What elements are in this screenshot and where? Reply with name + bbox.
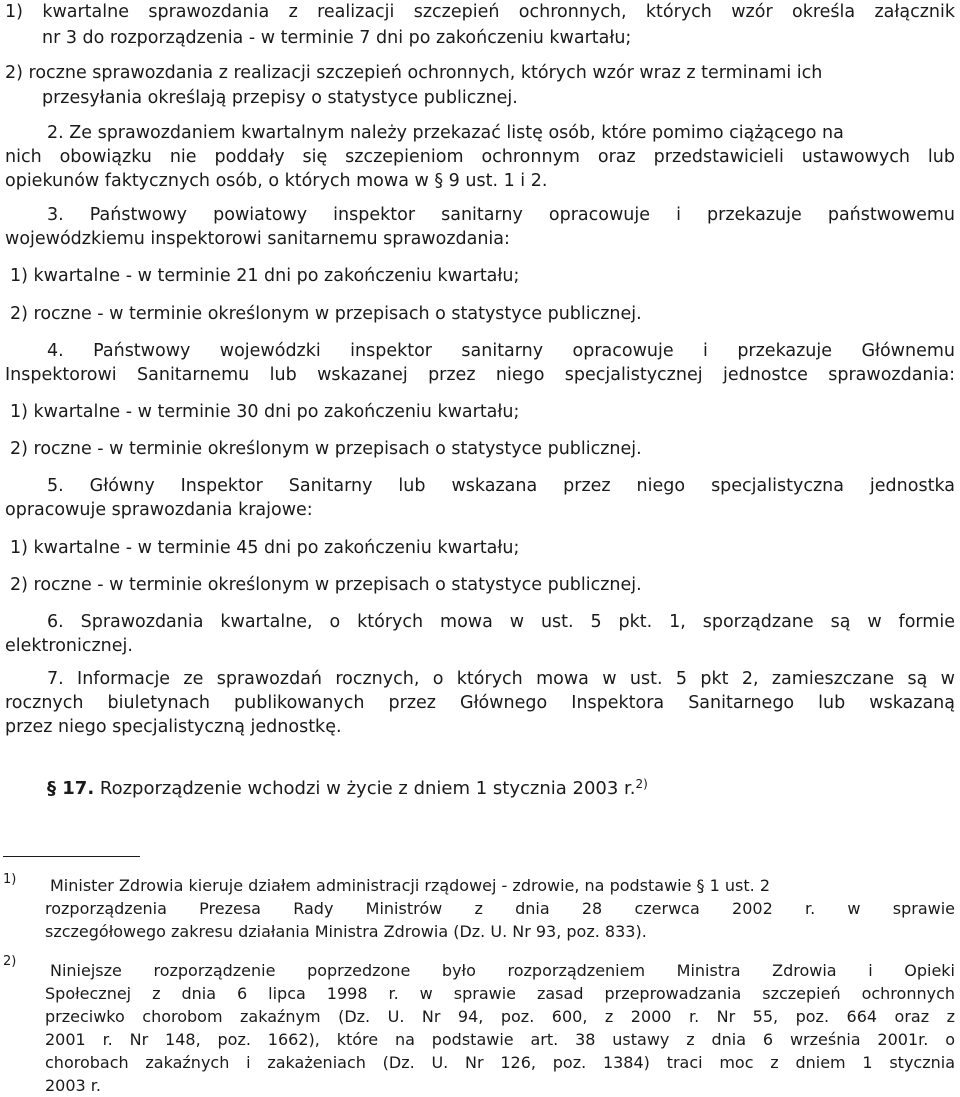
text-line: 2) roczne - w terminie określonym w przepisach o statystyce publicznej. [10,439,642,459]
text-line: Inspektorowi Sanitarnemu lub wskazanej przez niego specjalistycznej jednostce sprawozdania: [5,365,955,385]
section-17 [47,778,648,800]
footnote-1-marker: 1) [3,872,17,887]
footnote-text: przeciwko chorobom zakaźnym (Dz. U. Nr 94, poz. 600, z 2000 r. Nr 55, poz. 664 oraz z [45,1007,955,1026]
text-line: 1) kwartalne - w terminie 21 dni po zakończeniu kwartału; [10,266,520,286]
text-line: 1) kwartalne - w terminie 30 dni po zakończeniu kwartału; [10,402,520,422]
text-line: 7. Informacje ze sprawozdań rocznych, o których mowa w ust. 5 pkt 2, zamieszczane są w [47,669,955,689]
text-line: opracowuje sprawozdania krajowe: [5,500,313,520]
text-line: 2) roczne sprawozdania z realizacji szczepień ochronnych, których wzór wraz z terminami ich [5,63,823,83]
footnote-text: 2001 r. Nr 148, poz. 1662), które na podstawie art. 38 ustawy z dnia 6 września 2001r. o [45,1030,955,1049]
text-line: wojewódzkiemu inspektorowi sanitarnemu sprawozdania: [5,229,510,249]
text-line: przesyłania określają przepisy o statystyce publicznej. [42,88,518,108]
text-line: nr 3 do rozporządzenia - w terminie 7 dni po zakończeniu kwartału; [42,28,632,48]
text-line: nich obowiązku nie poddały się szczepieniom ochronnym oraz przedstawicieli ustawowych lub [5,147,955,167]
text-line: 4. Państwowy wojewódzki inspektor sanitarny opracowuje i przekazuje Głównemu [47,341,955,361]
text-line: opiekunów faktycznych osób, o których mowa w § 9 ust. 1 i 2. [5,171,548,191]
text-line: 6. Sprawozdania kwartalne, o których mowa w ust. 5 pkt. 1, sporządzane są w formie [47,612,955,632]
section-text: Rozporządzenie wchodzi w życie z dniem 1 stycznia 2003 r. [99,778,636,799]
text-line: 5. Główny Inspektor Sanitarny lub wskazana przez niego specjalistyczna jednostka [47,476,955,496]
footnote-text: 2003 r. [45,1076,101,1095]
footnote-2-marker: 2) [3,954,17,969]
text-line: 2. Ze sprawozdaniem kwartalnym należy przekazać listę osób, które pomimo ciążącego na [47,123,844,143]
footnote-text: Społecznej z dnia 6 lipca 1998 r. w sprawie zasad przeprowadzania szczepień ochronnych [45,984,955,1003]
section-mark: § 17. [47,778,95,799]
text-line: 1) kwartalne sprawozdania z realizacji szczepień ochronnych, których wzór określa załącznik [5,2,955,22]
footnote-text: chorobach zakaźnych i zakażeniach (Dz. U. Nr 126, poz. 1384) traci moc z dniem 1 stycznia [45,1053,955,1072]
footnote-text: Minister Zdrowia kieruje działem administracji rządowej - zdrowie, na podstawie § 1 ust. 2 [50,876,770,895]
text-line: rocznych biuletynach publikowanych przez Głównego Inspektora Sanitarnego lub wskazaną [5,693,955,713]
text-line: 2) roczne - w terminie określonym w przepisach o statystyce publicznej. [10,575,642,595]
text-line: 2) roczne - w terminie określonym w przepisach o statystyce publicznej. [10,304,642,324]
text-line: przez niego specjalistyczną jednostkę. [5,717,342,737]
footnote-text: Niniejsze rozporządzenie poprzedzone było rozporządzeniem Ministra Zdrowia i Opieki [50,961,955,980]
text-line: elektronicznej. [5,636,133,656]
footnote-text: szczegółowego zakresu działania Ministra Zdrowia (Dz. U. Nr 93, poz. 833). [45,922,647,941]
footnote-ref: 2) [635,777,648,791]
text-line: 1) kwartalne - w terminie 45 dni po zakończeniu kwartału; [10,538,520,558]
footnote-text: rozporządzenia Prezesa Rady Ministrów z dnia 28 czerwca 2002 r. w sprawie [45,899,955,918]
footnote-divider [3,856,140,857]
text-line: 3. Państwowy powiatowy inspektor sanitarny opracowuje i przekazuje państwowemu [47,205,955,225]
